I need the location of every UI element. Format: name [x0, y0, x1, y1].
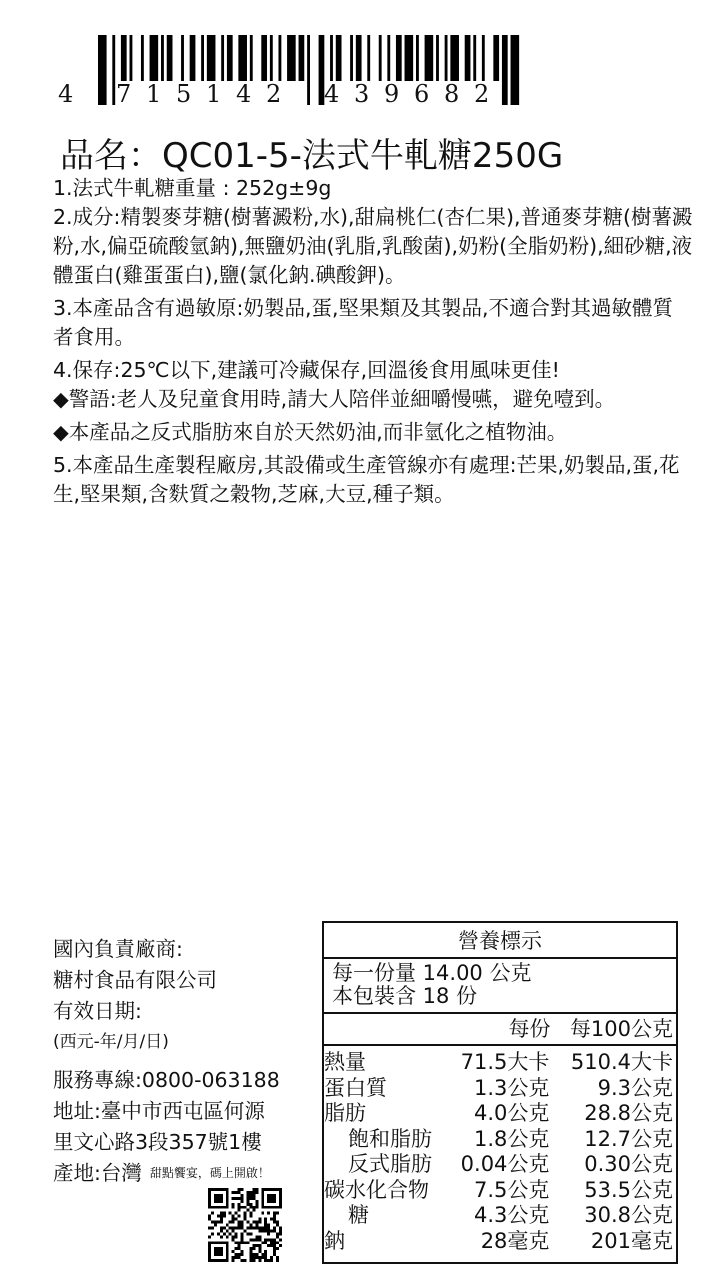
nutrition-row [324, 1076, 676, 1102]
nutrient-name: 糖 [348, 1203, 369, 1227]
barcode-bar [405, 35, 414, 81]
nutrient-per-serving: 7.5公克 [474, 1177, 550, 1202]
nutrient-name: 熱量 [324, 1050, 366, 1074]
col-per-100g: 每100公克 [569, 1017, 673, 1041]
barcode-bar [190, 35, 196, 81]
barcode-bar [221, 35, 224, 81]
barcode-digit: 9 [384, 80, 400, 108]
nutrition-panel [322, 921, 678, 1264]
barcode-digit: 7 [116, 80, 132, 108]
barcode-digit: 1 [206, 80, 222, 108]
company-info [53, 934, 280, 1189]
nutrition-row [324, 1229, 676, 1255]
barcode-bar [181, 35, 184, 81]
barcode-bar [396, 35, 402, 81]
nutrient-per-serving: 4.3公克 [474, 1203, 550, 1227]
nutrient-per-100g: 53.5公克 [584, 1177, 673, 1202]
maker-label: 國內負責廠商: [53, 937, 183, 961]
allergen-paragraph: 3.本產品含有過敏原:奶製品,蛋,堅果類及其製品,不適合對其過敏體質者食用。 [53, 296, 674, 349]
barcode-digit: 4 [324, 80, 340, 108]
barcode-bar [250, 35, 253, 81]
barcode-bar [473, 35, 476, 81]
barcode-bar [238, 35, 247, 81]
nutrition-row [324, 1178, 676, 1204]
nutrition-row [324, 1101, 676, 1127]
barcode-digit: 2 [474, 80, 490, 108]
barcode-bar [278, 35, 281, 81]
nutrient-name: 碳水化合物 [324, 1177, 429, 1202]
barcode-bar [465, 35, 471, 81]
barcode-bar [336, 35, 342, 81]
nutrition-row [324, 1050, 676, 1076]
nutrition-table [324, 1050, 676, 1254]
nutrient-name: 鈉 [324, 1228, 345, 1253]
origin-row [53, 1158, 280, 1189]
nutrient-per-serving: 28毫克 [480, 1228, 550, 1253]
warning-paragraph: ◆警語:老人及兒童食用時,請大人陪伴並細嚼慢嚥，避免噎到。 [53, 387, 616, 411]
qr-slogan: 甜點饗宴，碼上開啟！ [149, 1166, 270, 1180]
storage-line: 4.保存:25℃以下,建議可冷藏保存,回溫後食用風味更佳! [53, 358, 560, 382]
barcode-bar [350, 35, 353, 81]
servings-per-package: 本包裝含 18 份 [332, 984, 478, 1008]
barcode-bar [121, 35, 127, 81]
trans-fat-note: ◆本產品之反式脂肪來自於天然奶油,而非氫化之植物油。 [53, 420, 568, 444]
maker-name: 糖村食品有限公司 [53, 968, 217, 992]
barcode-bar [379, 35, 382, 81]
barcode-bar [261, 35, 267, 81]
barcode-bar [207, 35, 216, 81]
barcode-bar [201, 35, 204, 81]
nutrient-per-100g: 9.3公克 [597, 1075, 673, 1100]
barcode-bar [493, 35, 499, 81]
barcode-bar [161, 35, 164, 81]
label-text [53, 174, 693, 509]
barcode-bar [270, 35, 273, 81]
expiry-format: (西元-年/月/日) [53, 1032, 169, 1052]
qr-code[interactable] [208, 1188, 282, 1262]
barcode-bar [330, 35, 333, 81]
barcode-digit: 1 [146, 80, 162, 108]
barcode-bar [150, 35, 159, 81]
address-line-1: 地址:臺中市西屯區何源 [53, 1099, 265, 1123]
product-title: 品名：QC01-5-法式牛軋糖250G [60, 136, 564, 176]
nutrient-name: 脂肪 [324, 1101, 366, 1125]
nutrition-heading: 營養標示 [324, 923, 676, 959]
barcode-bar [502, 35, 508, 105]
barcode-digit: 8 [444, 80, 460, 108]
nutrient-per-100g: 510.4大卡 [570, 1050, 673, 1074]
barcode-bar [112, 35, 115, 105]
barcode-digit: 2 [266, 80, 282, 108]
barcode-bar [445, 35, 448, 81]
nutrient-per-100g: 28.8公克 [584, 1101, 673, 1125]
nutrition-row [324, 1127, 676, 1153]
barcode-bar [367, 35, 370, 81]
serving-info [324, 959, 676, 1014]
barcode-digit: 4 [236, 80, 252, 108]
barcode-bar [356, 35, 362, 81]
nutrient-per-100g: 0.30公克 [584, 1152, 673, 1176]
weight-line: 1.法式牛軋糖重量 : 252g±9g [53, 176, 332, 200]
nutrition-row [324, 1152, 676, 1178]
barcode-bar [130, 35, 133, 81]
barcode-bar [511, 35, 520, 105]
hotline: 服務專線:0800-063188 [53, 1068, 280, 1092]
barcode-bar [167, 35, 173, 81]
nutrient-per-serving: 1.3公克 [474, 1075, 550, 1100]
nutrient-per-100g: 12.7公克 [584, 1126, 673, 1151]
nutrient-per-100g: 201毫克 [590, 1228, 673, 1253]
address-line-2: 里文心路3段357號1樓 [53, 1130, 262, 1154]
barcode-digit: 6 [414, 80, 430, 108]
barcode-bar [287, 35, 296, 81]
nutrient-name: 反式脂肪 [348, 1152, 432, 1176]
nutrient-per-serving: 4.0公克 [474, 1101, 550, 1125]
barcode-bar [307, 35, 310, 105]
origin: 產地:台灣 [53, 1161, 142, 1185]
facility-note: 5.本產品生產製程廠房,其設備或生產管線亦有處理:芒果,奶製品,蛋,花生,堅果類,含麩質之穀物,芝麻,大豆,種子類。 [53, 453, 680, 506]
expiry-label: 有效日期: [53, 999, 142, 1023]
nutrient-name: 蛋白質 [324, 1075, 387, 1100]
barcode-bar [227, 35, 233, 81]
nutrient-per-serving: 0.04公克 [460, 1152, 550, 1176]
barcode-bar [141, 35, 144, 81]
serving-size: 每一份量 14.00 公克 [332, 961, 532, 985]
ingredients-paragraph: 2.成分:精製麥芽糖(樹薯澱粉,水),甜扁桃仁(杏仁果),普通麥芽糖(樹薯澱粉,水,偏亞硫酸氫鈉),無鹽奶油(乳脂,乳酸菌),奶粉(全脂奶粉),細砂糖,液體蛋白(雞蛋蛋白),鹽(氯化鈉.碘酸鉀)。 [53, 205, 693, 287]
barcode-bar [482, 35, 485, 81]
nutrition-row [324, 1203, 676, 1229]
nutrient-name: 飽和脂肪 [348, 1126, 432, 1151]
barcode-bar [436, 35, 439, 81]
barcode-bar [299, 35, 305, 81]
barcode-bar [450, 35, 459, 81]
col-per-serving: 每份 [508, 1017, 551, 1041]
barcode-bar [425, 35, 434, 81]
barcode-digit: 5 [176, 80, 192, 108]
nutrient-per-serving: 1.8公克 [474, 1126, 550, 1151]
nutrition-columns [324, 1014, 676, 1046]
nutrient-per-100g: 30.8公克 [584, 1203, 673, 1227]
nutrient-per-serving: 71.5大卡 [460, 1050, 550, 1074]
barcode-bar [416, 35, 419, 81]
barcode-digit: 3 [354, 80, 370, 108]
barcode-bar [98, 35, 107, 105]
barcode-digit: 4 [58, 80, 74, 108]
barcode-bar [387, 35, 390, 81]
